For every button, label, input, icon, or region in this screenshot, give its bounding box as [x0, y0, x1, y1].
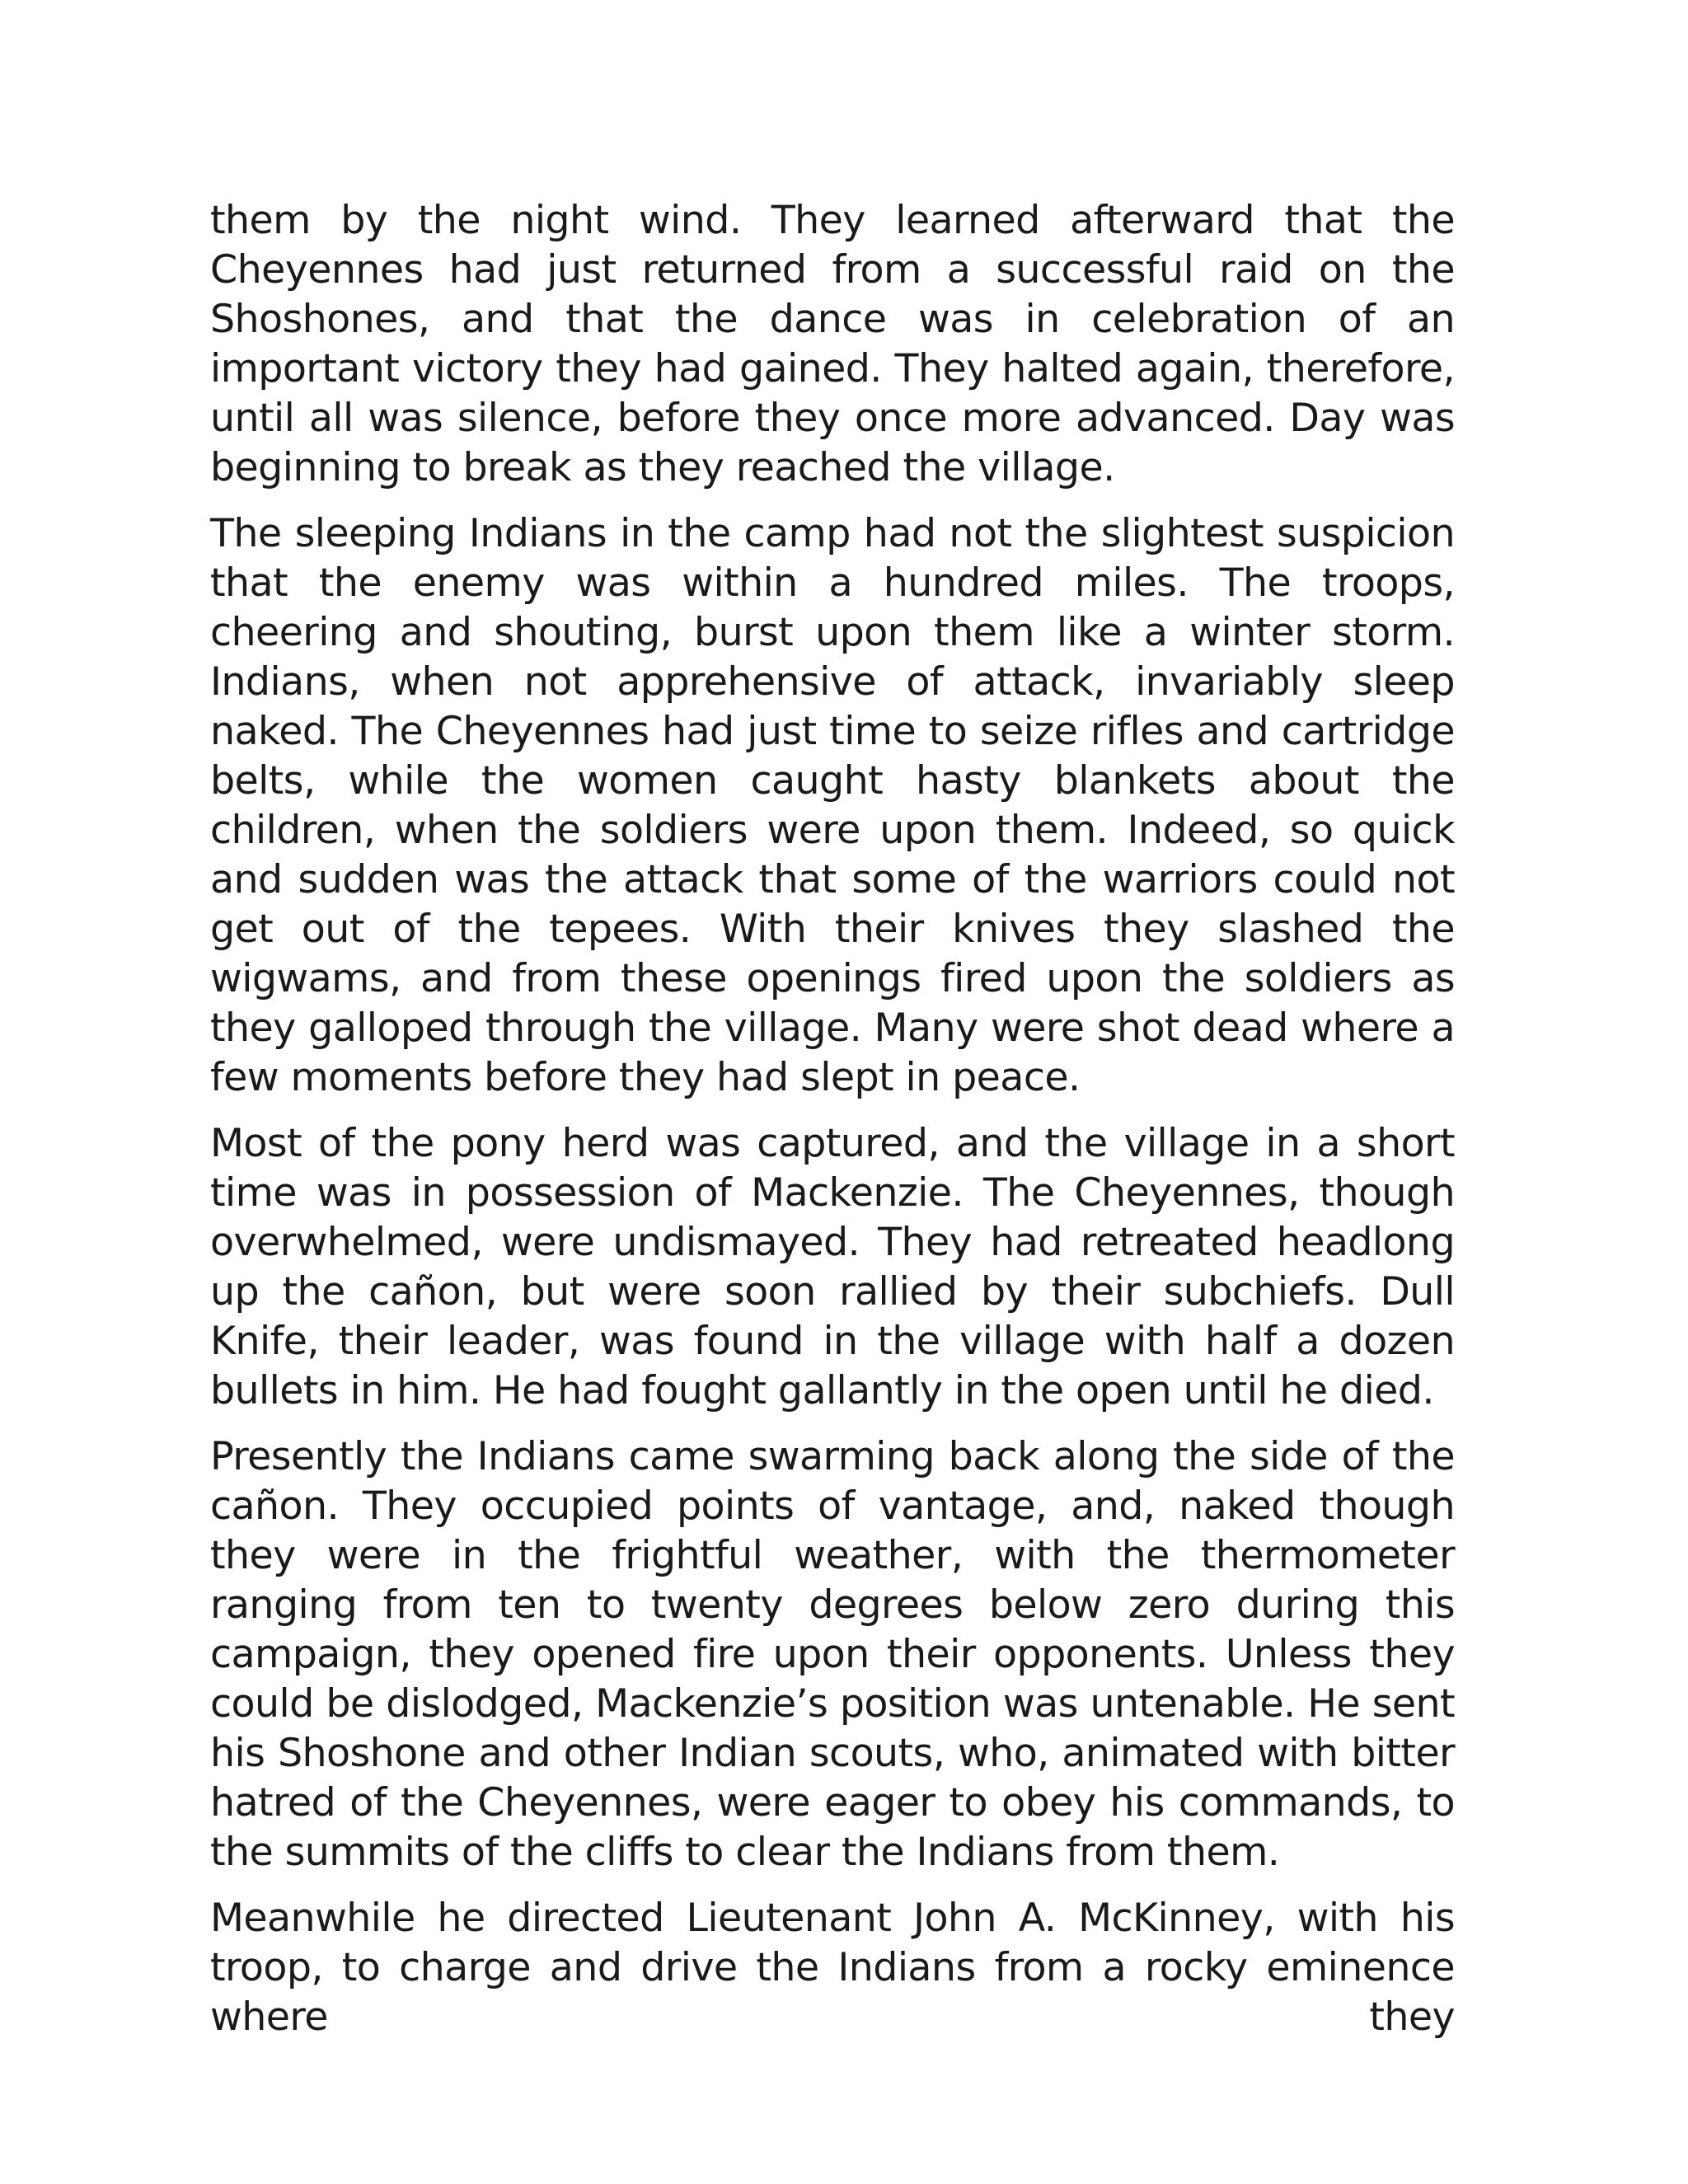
paragraph-2: The sleeping Indians in the camp had not the slightest suspicion that the enemy was within a hundred miles. The troops, cheering and shouting, burst upon them like a winter storm. Indians, when not apprehensive of attack, invariably sleep naked. The Cheyennes had just time to seize rifles and cartridge belts, while the women caught hasty blankets about the children, when the soldiers were upon them. Indeed, so quick and sudden was the attack that some of the warriors could not get out of the tepees. With their knives they slashed the wigwams, and from these openings fired upon the soldiers as they galloped through the village. Many were shot dead where a few moments before they had slept in peace.: [210, 511, 1455, 1100]
paragraph-3: Most of the pony herd was captured, and the village in a short time was in possession of Mackenzie. The Cheyennes, though overwhelmed, were undismayed. They had retreated headlong up the cañon, but were soon rallied by their subchiefs. Dull Knife, their leader, was found in the village with half a dozen bullets in him. He had fought gallantly in the open until he died.: [210, 1121, 1455, 1413]
document-page: [210, 196, 1455, 2059]
paragraph-5: Meanwhile he directed Lieutenant John A. McKinney, with his troop, to charge and drive the Indians from a rocky eminence where they: [210, 1896, 1455, 2040]
paragraph-1: them by the night wind. They learned afterward that the Cheyennes had just returned from a successful raid on the Shoshones, and that the dance was in celebration of an important victory they had gained. They halted again, therefore, until all was silence, before they once more advanced. Day was beginning to break as they reached the village.: [210, 198, 1455, 490]
paragraph-4: Presently the Indians came swarming back along the side of the cañon. They occupied points of vantage, and, naked though they were in the frightful weather, with the thermometer ranging from ten to twenty degrees below zero during this campaign, they opened fire upon their opponents. Unless they could be dislodged, Mackenzie’s position was untenable. He sent his Shoshone and other Indian scouts, who, animated with bitter hatred of the Cheyennes, were eager to obey his commands, to the summits of the cliffs to clear the Indians from them.: [210, 1434, 1455, 1875]
